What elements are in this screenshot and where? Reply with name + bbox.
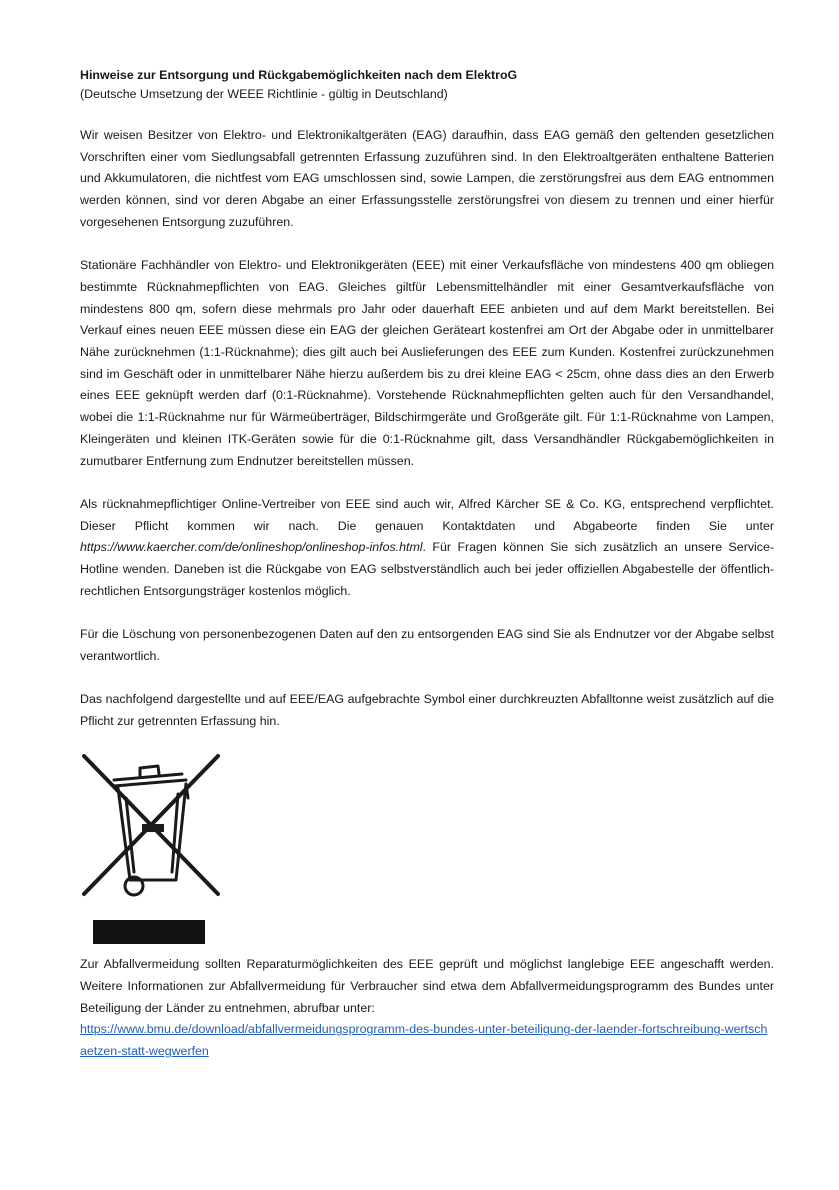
paragraph-symbol-explanation: Das nachfolgend dargestellte und auf EEE/EAG aufgebrachte Symbol einer durchkreuzten Abfalltonne weist zusätzlich auf die Pflicht zur getrennten Erfassung hin. [80,692,774,728]
bmu-download-link[interactable]: https://www.bmu.de/download/abfallvermeidungsprogramm-des-bundes-unter-beteiligung-der-laender-fortschreibung-wertschaetzen-statt-wegwerfen [80,1022,768,1059]
kaercher-info-url: https://www.kaercher.com/de/onlineshop/onlineshop-infos.html [80,540,423,555]
paragraph-waste-avoidance [80,954,774,1063]
paragraph-disposal-notice: Wir weisen Besitzer von Elektro- und Elektronikaltgeräten (EAG) daraufhin, dass EAG gemäß den geltenden gesetzlichen Vorschriften einer vom Siedlungsabfall getrennten Erfassung zuzuführen sind. In den Elektroaltgeräten enthaltene Batterien und Akkumulatoren, die nichtfest vom EAG umschlossen sind, sowie Lampen, die zerstörungsfrei aus dem EAG entnommen werden können, sind vor deren Abgabe an einer Erfassungsstelle zerstörungsfrei von diesem zu trennen und einer hierfür vorgesehenen Entsorgung zuzuführen. [80,128,774,229]
paragraph-online-retailer [80,494,774,603]
document-content [80,66,774,1085]
document-title: Hinweise zur Entsorgung und Rückgabemöglichkeiten nach dem ElektroG [80,68,518,82]
paragraph-online-retailer-text-2: . Für Fragen können Sie sich zusätzlich an unsere Service-Hotline wenden. Daneben ist die Rückgabe von EAG selbstverständlich auch bei jeder offiziellen Abgabestelle der öffentlich-rechtlichen Entsorgungsträger kostenlos möglich. [80,540,774,598]
paragraph-waste-avoidance-text: Zur Abfallvermeidung sollten Reparaturmöglichkeiten des EEE geprüft und möglichst langlebige EEE angeschafft werden. Weitere Informationen zur Abfallvermeidung für Verbraucher sind etwa dem Abfallvermeidungsprogramm des Bundes unter Beteiligung der Länder zu entnehmen, abrufbar unter: [80,957,774,1015]
paragraph-online-retailer-text-1: Als rücknahmepflichtiger Online-Vertreiber von EEE sind auch wir, Alfred Kärcher SE & Co. KG, entsprechend verpflichtet. Dieser Pflicht kommen wir nach. Die genauen Kontaktdaten und Abgabeorte finden Sie unter [80,496,774,533]
document-subtitle: (Deutsche Umsetzung der WEEE Richtlinie - gültig in Deutschland) [80,87,448,101]
paragraph-data-deletion: Für die Löschung von personenbezogenen Daten auf den zu entsorgenden EAG sind Sie als Endnutzer vor der Abgabe selbst verantwortlich. [80,627,774,663]
weee-symbol [82,754,222,954]
paragraph-retailer-obligations: Stationäre Fachhändler von Elektro- und Elektronikgeräten (EEE) mit einer Verkaufsfläche von mindestens 400 qm obliegen bestimmte Rücknahmepflichten von EAG. Gleiches giltfür Lebensmittelhändler mit einer Gesamtverkaufsfläche von mindestens 800 qm, sofern diese mehrmals pro Jahr oder dauerhaft EEE anbieten und auf dem Markt bereitstellen. Bei Verkauf eines neuen EEE müssen diese ein EAG der gleichen Geräteart kostenfrei am Ort der Abgabe oder in unmittelbarer Nähe zurücknehmen (1:1-Rücknahme); dies gilt auch bei Auslieferungen des EEE zum Kunden. Kostenfrei zurückzunehmen sind im Geschäft oder in unmittelbarer Nähe hierzu außerdem bis zu drei kleine EAG < 25cm, ohne dass dies an den Erwerb eines EEE geknüpft werden darf (0:1-Rücknahme). Vorstehende Rücknahmepflichten gelten auch für den Versandhandel, wobei die 1:1-Rücknahme nur für Wärmeüberträger, Bildschirmgeräte und Großgeräte gilt. Für 1:1-Rücknahme von Lampen, Kleingeräten und kleinen ITK-Geräten sowie für die 0:1-Rücknahme gilt, dass Versandhändler Rückgabemöglichkeiten in zumutbarer Entfernung zum Endnutzer bereitstellen müssen. [80,258,774,468]
weee-symbol-bar [93,920,205,944]
crossed-out-wheelie-bin-icon [82,754,222,914]
